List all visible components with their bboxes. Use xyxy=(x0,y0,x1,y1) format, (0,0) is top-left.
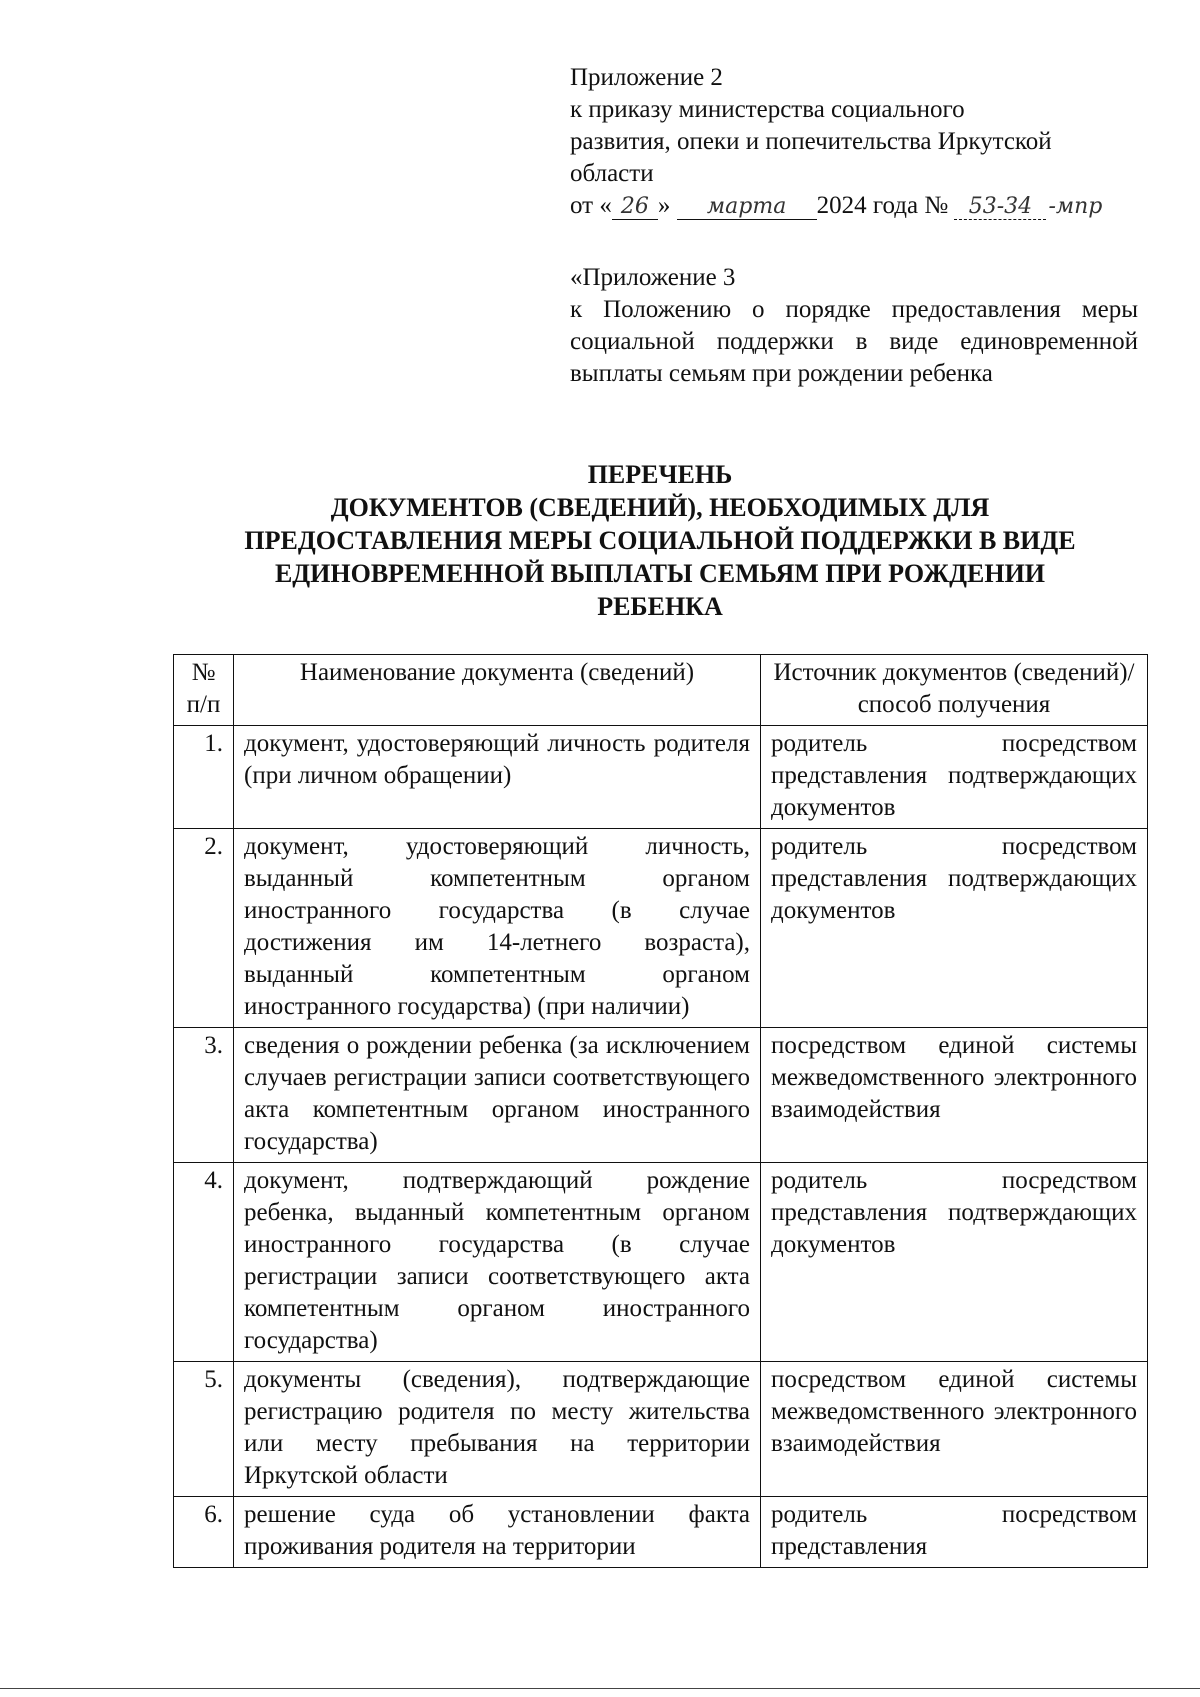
table-row xyxy=(174,1028,1148,1163)
header-source: Источник документов (сведений)/способ получения xyxy=(761,655,1148,726)
annex-sub-title: «Приложение 3 xyxy=(570,264,736,291)
row-name: документы (сведения), подтверждающие регистрацию родителя по месту жительства или месту пребывания на территории Иркутской области xyxy=(234,1362,761,1497)
row-name: документ, подтверждающий рождение ребенка, выданный компетентным органом иностранного государства (в случае регистрации записи соответствующего акта компетентным органом иностранного государства) xyxy=(234,1163,761,1362)
year-text: 2024 года № xyxy=(816,192,949,219)
row-name: сведения о рождении ребенка (за исключением случаев регистрации записи соответствующего акта компетентным органом иностранного государства) xyxy=(234,1028,761,1163)
annex-header-line: к приказу министерства социального xyxy=(570,96,965,123)
table-row xyxy=(174,1362,1148,1497)
row-name: документ, удостоверяющий личность, выданный компетентным органом иностранного государства (в случае достижения им 14-летнего возраста), выданный компетентным органом иностранного государства) (при наличии) xyxy=(234,829,761,1028)
handwritten-day: 26 xyxy=(612,195,658,220)
title-line: РЕБЕНКА xyxy=(597,592,723,621)
row-source: посредством единой системы межведомственного электронного взаимодействия xyxy=(761,1362,1148,1497)
row-source: родитель посредством представления подтверждающих документов xyxy=(761,829,1148,1028)
row-source: родитель посредством представления xyxy=(761,1497,1148,1568)
row-num: 4. xyxy=(174,1163,234,1362)
row-name: решение суда об установлении факта проживания родителя на территории xyxy=(234,1497,761,1568)
row-source: посредством единой системы межведомственного электронного взаимодействия xyxy=(761,1028,1148,1163)
annex-header xyxy=(570,62,1138,222)
header-num: № п/п xyxy=(174,655,234,726)
document-title xyxy=(190,458,1130,623)
page-bottom-divider xyxy=(0,1688,1200,1689)
handwritten-month: марта xyxy=(677,195,817,220)
table-header-row xyxy=(174,655,1148,726)
table-row xyxy=(174,1497,1148,1568)
table-row xyxy=(174,726,1148,829)
annex-sub-body: к Положению о порядке предоставления меры социальной поддержки в виде единовременной выплаты семьям при рождении ребенка xyxy=(570,296,1138,387)
title-line: ПЕРЕЧЕНЬ xyxy=(587,460,733,489)
date-prefix: от « xyxy=(570,192,612,219)
row-source: родитель посредством представления подтверждающих документов xyxy=(761,1163,1148,1362)
row-num: 5. xyxy=(174,1362,234,1497)
annex-header-line: развития, опеки и попечительства Иркутской xyxy=(570,128,1052,155)
row-source: родитель посредством представления подтверждающих документов xyxy=(761,726,1148,829)
table-row xyxy=(174,829,1148,1028)
documents-table xyxy=(173,654,1148,1568)
row-num: 3. xyxy=(174,1028,234,1163)
title-line: ПРЕДОСТАВЛЕНИЯ МЕРЫ СОЦИАЛЬНОЙ ПОДДЕРЖКИ В ВИДЕ xyxy=(244,526,1076,555)
order-date-line xyxy=(570,190,1138,222)
row-name: документ, удостоверяющий личность родителя (при личном обращении) xyxy=(234,726,761,829)
handwritten-order-number: 53-34 xyxy=(954,195,1046,220)
header-name: Наименование документа (сведений) xyxy=(234,655,761,726)
date-day-close: » xyxy=(657,192,671,219)
title-line: ДОКУМЕНТОВ (СВЕДЕНИЙ), НЕОБХОДИМЫХ ДЛЯ xyxy=(330,493,990,522)
row-num: 6. xyxy=(174,1497,234,1568)
table-row xyxy=(174,1163,1148,1362)
row-num: 1. xyxy=(174,726,234,829)
handwritten-order-suffix: -мпр xyxy=(1048,194,1103,219)
title-line: ЕДИНОВРЕМЕННОЙ ВЫПЛАТЫ СЕМЬЯМ ПРИ РОЖДЕНИИ xyxy=(274,559,1046,588)
annex-header-line: Приложение 2 xyxy=(570,64,723,91)
annex-sub-header xyxy=(570,262,1138,390)
row-num: 2. xyxy=(174,829,234,1028)
annex-header-line: области xyxy=(570,160,654,187)
